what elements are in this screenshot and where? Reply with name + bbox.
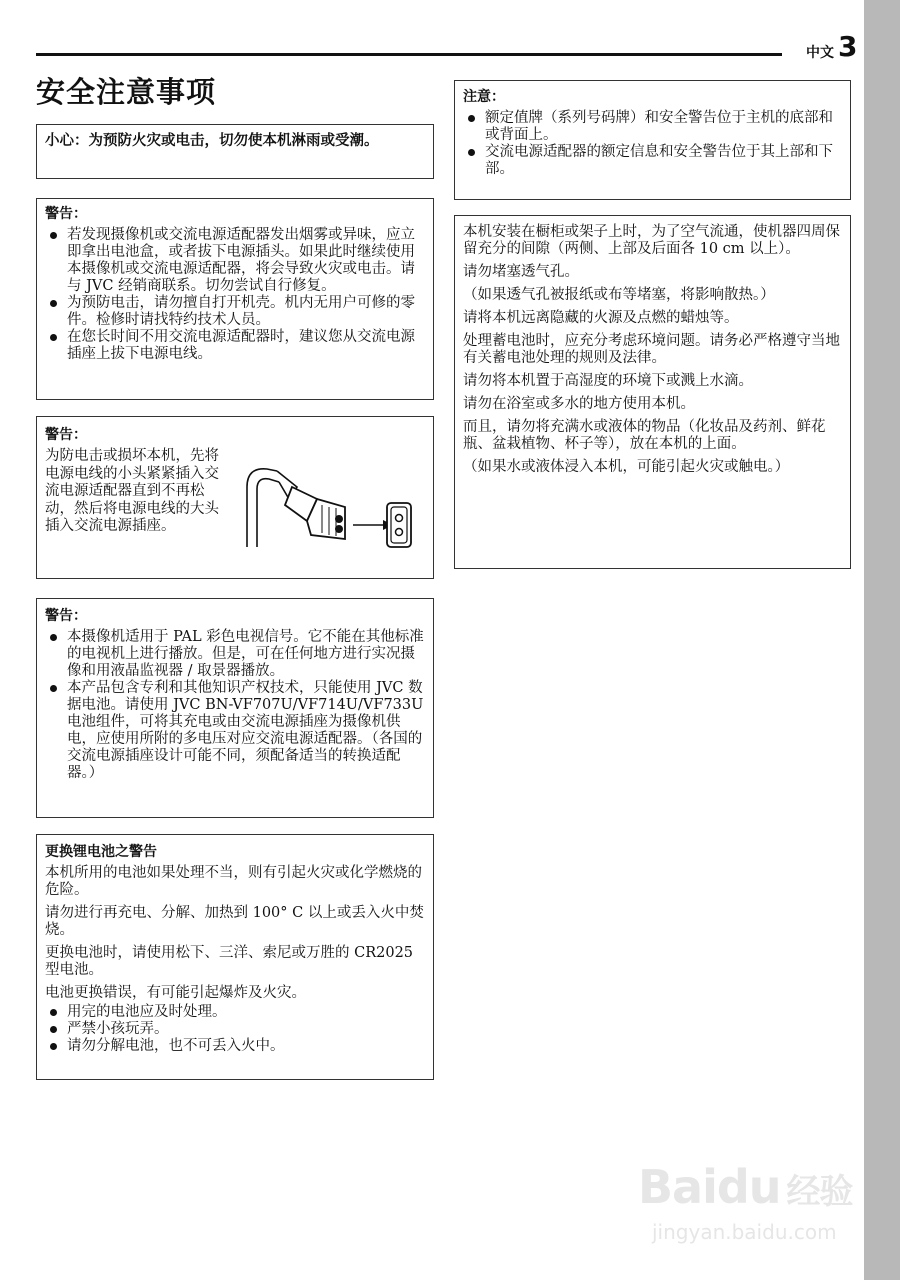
watermark-logo-text: Baidu <box>638 1160 781 1214</box>
page-number: 3 <box>838 30 858 63</box>
side-tab-bar <box>864 0 900 1280</box>
install-paragraph: （如果水或液体浸入本机，可能引起火灾或触电。） <box>463 459 790 475</box>
list-item: 若发现摄像机或交流电源适配器发出烟雾或异味，应立即拿出电池盒，或者拔下电源插头。如果此时继续使用本摄像机或交流电源适配器，将会导致火灾或电击。请与 JVC 经销商联系。切勿尝试自行修复。 <box>45 227 425 295</box>
notice-title: 注意： <box>463 89 505 105</box>
watermark-url: jingyan.baidu.com <box>652 1220 837 1244</box>
list-item: 本摄像机适用于 PAL 彩色电视信号。它不能在其他标准的电视机上进行播放。但是，可在任何地方进行实况摄像和用液晶监视器 / 取景器播放。 <box>45 629 425 680</box>
install-paragraph: （如果透气孔被报纸或布等堵塞，将影响散热。） <box>463 287 775 303</box>
install-paragraph: 本机安装在橱柜或架子上时，为了空气流通，使机器四周保留充分的间隙（两侧、上部及后面各 10 cm 以上）。 <box>463 224 840 257</box>
list-item: 严禁小孩玩弄。 <box>45 1021 425 1038</box>
warning-list <box>45 227 425 363</box>
warning-list <box>45 629 425 782</box>
warning-title: 警告： <box>45 608 87 624</box>
power-plug-icon <box>237 447 417 565</box>
install-paragraph: 处理蓄电池时，应充分考虑环境问题。请务必严格遵守当地有关蓄电池处理的规则及法律。 <box>463 333 840 366</box>
list-item: 为预防电击，请勿擅自打开机壳。机内无用户可修的零件。检修时请找特约技术人员。 <box>45 295 425 329</box>
warning-title: 警告： <box>45 427 87 443</box>
list-item: 本产品包含专利和其他知识产权技术，只能使用 JVC 数据电池。请使用 JVC BN-VF707U/VF714U/VF733U 电池组件，可将其充电或由交流电源插座为摄像机供电，应使用所附的多电压对应交流电源适配器。（各国的交流电源插座设计可能不同，须配备适当的转换适配器。） <box>45 680 425 782</box>
battery-title: 更换锂电池之警告 <box>45 844 157 860</box>
install-paragraph: 请勿将本机置于高湿度的环境下或溅上水滴。 <box>463 373 753 389</box>
watermark <box>638 1140 858 1260</box>
watermark-logo-cn: 经验 <box>786 1172 853 1212</box>
list-item: 请勿分解电池，也不可丢入火中。 <box>45 1038 425 1055</box>
battery-list <box>45 1004 425 1055</box>
warning-title: 警告： <box>45 206 87 222</box>
list-item: 交流电源适配器的额定信息和安全警告位于其上部和下部。 <box>463 144 842 178</box>
list-item: 额定值牌（系列号码牌）和安全警告位于主机的底部和或背面上。 <box>463 110 842 144</box>
battery-paragraph: 请勿进行再充电、分解、加热到 100° C 以上或丢入火中焚烧。 <box>45 905 424 938</box>
warning-box-plug <box>36 416 434 579</box>
battery-warning-box <box>36 834 434 1080</box>
page-language-label: 中文 <box>806 45 834 61</box>
battery-paragraph: 更换电池时，请使用松下、三洋、索尼或万胜的 CR2025 型电池。 <box>45 945 414 978</box>
page-title: 安全注意事项 <box>36 75 217 109</box>
warning-box-pal <box>36 598 434 818</box>
header-rule <box>36 53 782 56</box>
caution-text: 小心：为预防火灾或电击，切勿使本机淋雨或受潮。 <box>45 133 379 149</box>
list-item: 在您长时间不用交流电源适配器时，建议您从交流电源插座上拔下电源电线。 <box>45 329 425 363</box>
install-paragraph: 请将本机远离隐藏的火源及点燃的蜡烛等。 <box>463 310 739 326</box>
install-paragraph: 请勿在浴室或多水的地方使用本机。 <box>463 396 695 412</box>
battery-paragraph: 本机所用的电池如果处理不当，则有引起火灾或化学燃烧的危险。 <box>45 865 422 898</box>
warning-box-smoke <box>36 198 434 400</box>
notice-box <box>454 80 851 200</box>
install-paragraph: 请勿堵塞透气孔。 <box>463 264 579 280</box>
installation-box <box>454 215 851 569</box>
caution-box <box>36 124 434 179</box>
install-paragraph: 而且，请勿将充满水或液体的物品（化妆品及药剂、鲜花瓶、盆栽植物、杯子等），放在本机的上面。 <box>463 419 826 452</box>
watermark-logo <box>638 1160 853 1214</box>
warning-plug-text: 为防电击或损坏本机，先将电源电线的小头紧紧插入交流电源适配器直到不再松动，然后将电源电线的大头插入交流电源插座。 <box>45 448 219 534</box>
notice-list <box>463 110 842 178</box>
list-item: 用完的电池应及时处理。 <box>45 1004 425 1021</box>
battery-paragraph: 电池更换错误，有可能引起爆炸及火灾。 <box>45 985 306 1001</box>
